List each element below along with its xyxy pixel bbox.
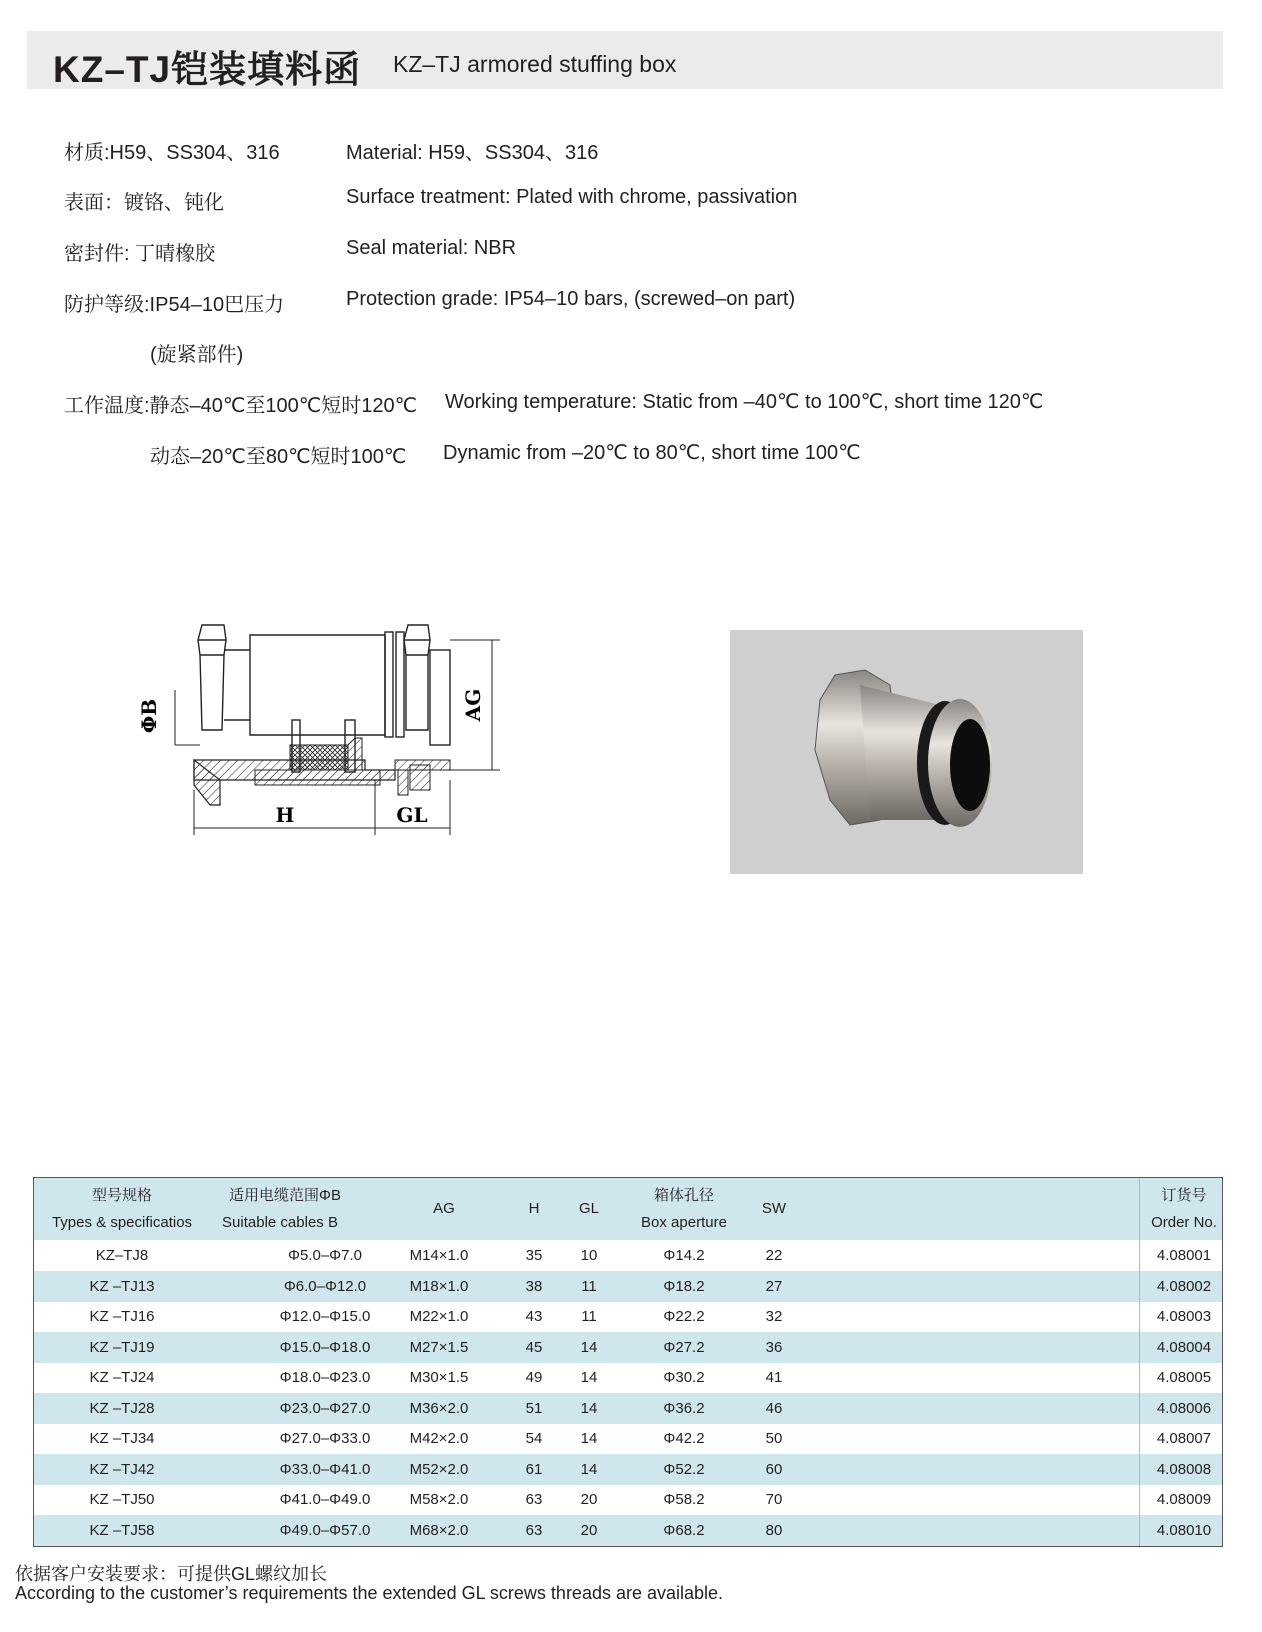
drawing-label-ag: AG — [461, 688, 485, 722]
table-cell-cable: Φ49.0–Φ57.0 — [279, 1521, 371, 1539]
table-cell-gl: 11 — [581, 1277, 597, 1295]
title-bar — [27, 31, 1223, 89]
table-row — [34, 1484, 1222, 1515]
table-cell-order: 4.08001 — [1156, 1247, 1212, 1264]
spec-protection-note-cn: (旋紧部件) — [150, 344, 244, 366]
table-row — [34, 1271, 1222, 1302]
table-cell-cable: Φ18.0–Φ23.0 — [279, 1369, 371, 1386]
spec-protection-en: Protection grade: IP54–10 bars, (screwed–on part) — [346, 288, 796, 310]
table-cell-sw: 46 — [765, 1399, 783, 1417]
table-cell-sw: 27 — [765, 1277, 783, 1295]
table-cell-type: KZ –TJ34 — [89, 1430, 155, 1447]
header-order-en: Order No. — [1151, 1214, 1217, 1231]
table-cell-box: Φ27.2 — [663, 1338, 705, 1356]
spec-temp-dynamic-en: Dynamic from –20℃ to 80℃, short time 100℃ — [443, 442, 861, 464]
table-cell-type: KZ–TJ8 — [95, 1247, 149, 1264]
header-order-cn: 订货号 — [1161, 1187, 1207, 1204]
spec-protection-cn: 防护等级:IP54–10巴压力 — [64, 294, 285, 316]
table-cell-gl: 14 — [580, 1369, 598, 1386]
table-cell-box: Φ36.2 — [663, 1399, 705, 1417]
table-cell-gl: 14 — [580, 1460, 598, 1478]
table-cell-box: Φ22.2 — [663, 1308, 705, 1325]
header-box-en: Box aperture — [641, 1214, 727, 1231]
table-cell-order: 4.08002 — [1156, 1277, 1212, 1295]
table-cell-h: 35 — [525, 1247, 543, 1264]
table-cell-order: 4.08004 — [1156, 1338, 1212, 1356]
table-cell-type: KZ –TJ58 — [89, 1521, 155, 1539]
header-h: H — [528, 1200, 540, 1217]
footer-note-cn: 依据客户安装要求：可提供GL螺纹加长 — [15, 1564, 328, 1584]
table-cell-cable: Φ33.0–Φ41.0 — [279, 1460, 371, 1478]
table-cell-ag: M68×2.0 — [409, 1521, 469, 1539]
table-cell-order: 4.08010 — [1156, 1521, 1212, 1539]
table-cell-sw: 60 — [765, 1460, 783, 1478]
table-cell-cable: Φ41.0–Φ49.0 — [279, 1491, 371, 1508]
drawing-label-h: H — [275, 803, 295, 827]
table-cell-box: Φ18.2 — [663, 1277, 705, 1295]
table-cell-sw: 22 — [765, 1247, 783, 1264]
table-cell-box: Φ30.2 — [663, 1369, 705, 1386]
table-cell-sw: 70 — [765, 1491, 783, 1508]
spec-surface-cn: 表面：镀铬、钝化 — [64, 192, 224, 214]
table-cell-box: Φ58.2 — [663, 1491, 705, 1508]
table-cell-cable: Φ23.0–Φ27.0 — [279, 1399, 371, 1417]
table-cell-gl: 14 — [580, 1430, 598, 1447]
spec-temp-dynamic-cn: 动态–20℃至80℃短时100℃ — [150, 446, 407, 468]
table-row — [34, 1393, 1222, 1424]
spec-surface-en: Surface treatment: Plated with chrome, passivation — [346, 186, 798, 208]
table-row — [34, 1362, 1222, 1393]
table-cell-order: 4.08005 — [1156, 1369, 1212, 1386]
spec-seal-cn: 密封件: 丁晴橡胶 — [64, 243, 216, 265]
table-cell-ag: M27×1.5 — [409, 1338, 469, 1356]
table-row — [34, 1454, 1222, 1485]
table-cell-h: 54 — [525, 1430, 543, 1447]
table-cell-cable: Φ12.0–Φ15.0 — [279, 1308, 371, 1325]
table-cell-h: 63 — [525, 1521, 543, 1539]
table-cell-ag: M22×1.0 — [409, 1308, 469, 1325]
table-cell-cable: Φ6.0–Φ12.0 — [283, 1277, 367, 1295]
header-sw: SW — [761, 1200, 787, 1217]
table-cell-type: KZ –TJ16 — [89, 1308, 155, 1325]
spec-temp-static-en: Working temperature: Static from –40℃ to 100℃, short time 120℃ — [445, 391, 1044, 413]
spec-material-en: Material: H59、SS304、316 — [346, 142, 599, 164]
table-divider — [1139, 1178, 1140, 1546]
spec-temp-static-cn: 工作温度:静态–40℃至100℃短时120℃ — [64, 395, 418, 417]
table-cell-sw: 80 — [765, 1521, 783, 1539]
table-cell-h: 49 — [525, 1369, 543, 1386]
table-cell-gl: 20 — [580, 1521, 598, 1539]
table-cell-ag: M36×2.0 — [409, 1399, 469, 1417]
table-row — [34, 1301, 1222, 1332]
table-row — [34, 1240, 1222, 1271]
table-cell-type: KZ –TJ50 — [89, 1491, 155, 1508]
cable-gland-image — [730, 630, 1083, 874]
footer-note-en: According to the customer’s requirements the extended GL screws threads are available. — [15, 1583, 724, 1603]
table-row — [34, 1423, 1222, 1454]
table-cell-type: KZ –TJ28 — [89, 1399, 155, 1417]
table-cell-box: Φ52.2 — [663, 1460, 705, 1478]
header-type-en: Types & specificatios — [51, 1214, 193, 1231]
table-cell-cable: Φ15.0–Φ18.0 — [279, 1338, 371, 1356]
table-header — [34, 1178, 1222, 1240]
table-cell-order: 4.08007 — [1156, 1430, 1212, 1447]
table-cell-ag: M30×1.5 — [409, 1369, 469, 1386]
table-cell-ag: M18×1.0 — [409, 1277, 469, 1295]
table-cell-gl: 14 — [580, 1338, 598, 1356]
table-cell-ag: M58×2.0 — [409, 1491, 469, 1508]
table-cell-type: KZ –TJ19 — [89, 1338, 155, 1356]
spec-seal-en: Seal material: NBR — [346, 237, 517, 259]
table-cell-sw: 32 — [765, 1308, 783, 1325]
header-cable-cn: 适用电缆范围ΦB — [229, 1187, 341, 1204]
table-cell-sw: 41 — [765, 1369, 783, 1386]
header-cable-en: Suitable cables B — [222, 1214, 338, 1231]
spec-table — [33, 1177, 1223, 1547]
header-box-cn: 箱体孔径 — [653, 1187, 714, 1204]
table-cell-ag: M52×2.0 — [409, 1460, 469, 1478]
table-cell-sw: 36 — [765, 1338, 783, 1356]
table-cell-h: 38 — [525, 1277, 543, 1295]
header-ag: AG — [433, 1200, 455, 1217]
drawing-label-b: ΦB — [137, 698, 161, 734]
table-cell-ag: M14×1.0 — [409, 1247, 469, 1264]
table-cell-h: 61 — [525, 1460, 543, 1478]
table-cell-type: KZ –TJ24 — [89, 1369, 155, 1386]
header-gl: GL — [578, 1200, 599, 1217]
table-cell-order: 4.08003 — [1156, 1308, 1212, 1325]
table-cell-h: 51 — [525, 1399, 543, 1417]
table-cell-box: Φ14.2 — [663, 1247, 705, 1264]
table-cell-ag: M42×2.0 — [409, 1430, 469, 1447]
page-title-en: KZ–TJ armored stuffing box — [393, 51, 677, 77]
table-cell-box: Φ68.2 — [663, 1521, 705, 1539]
table-cell-h: 63 — [525, 1491, 543, 1508]
table-cell-box: Φ42.2 — [663, 1430, 705, 1447]
table-cell-gl: 14 — [580, 1399, 598, 1417]
table-cell-type: KZ –TJ42 — [89, 1460, 155, 1478]
table-cell-gl: 10 — [580, 1247, 598, 1264]
table-cell-order: 4.08006 — [1156, 1399, 1212, 1417]
technical-drawing — [137, 620, 530, 880]
header-type-cn: 型号规格 — [91, 1187, 152, 1204]
table-row — [34, 1515, 1222, 1546]
table-cell-gl: 20 — [580, 1491, 598, 1508]
table-cell-h: 45 — [525, 1338, 543, 1356]
drawing-label-gl: GL — [396, 803, 428, 827]
table-cell-order: 4.08008 — [1156, 1460, 1212, 1478]
table-cell-cable: Φ27.0–Φ33.0 — [279, 1430, 371, 1447]
table-cell-gl: 11 — [581, 1308, 597, 1325]
table-row — [34, 1332, 1222, 1363]
table-cell-cable: Φ5.0–Φ7.0 — [288, 1247, 362, 1264]
table-cell-type: KZ –TJ13 — [89, 1277, 155, 1295]
table-cell-h: 43 — [525, 1308, 543, 1325]
page-title-cn: KZ–TJ铠装填料函 — [53, 49, 362, 90]
table-cell-sw: 50 — [765, 1430, 783, 1447]
spec-material-cn: 材质:H59、SS304、316 — [64, 142, 280, 164]
table-cell-order: 4.08009 — [1156, 1491, 1212, 1508]
product-photo — [730, 630, 1083, 874]
